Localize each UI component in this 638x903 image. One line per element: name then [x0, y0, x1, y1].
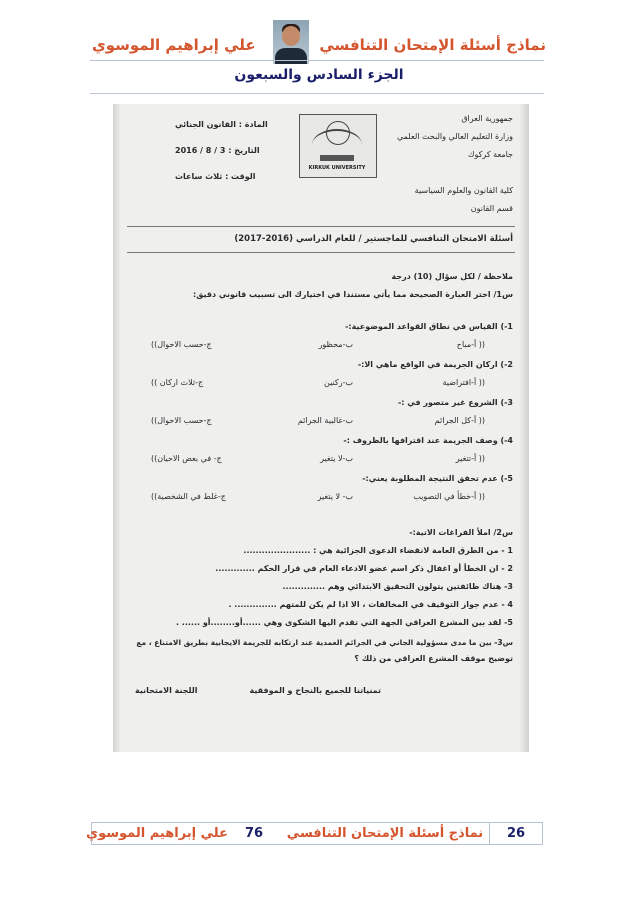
logo-text: KIRKUK UNIVERSITY — [308, 165, 366, 171]
q1-stem: 2-) اركان الجريمة في الواقع ماهي الا:- — [357, 360, 513, 369]
q2-item: 3- هناك طائفتين يتولون التحقيق الابتدائي وهم .............. — [282, 582, 513, 591]
q1-stem: 3-) الشروع غير متصور في :- — [397, 398, 513, 407]
q1-intro: س1/ اختر العبارة الصحيحة مما يأتي مستندا في اختيارك الى تسبيب قانوني دقيق: — [193, 290, 513, 299]
q2-item: 2 - ان الخطأ أو اغفال ذكر اسم عضو الادعاء العام في قرار الحكم ............. — [215, 564, 513, 573]
q1-option-a: (( أ-افتراضية — [442, 378, 485, 387]
footer-author: علي إبراهيم الموسوي — [86, 826, 228, 841]
q1-option-c: ج-حسب الاحوال)) — [151, 416, 212, 425]
footer-part-number: 76 — [244, 826, 264, 841]
exam-subject: المادة : القانون الجنائي — [175, 120, 268, 129]
exam-title: أسئلة الامتحان التنافسي للماجستير / للعام الدراسي (2016-2017) — [234, 234, 513, 244]
exam-date: التاريخ : 3 / 8 / 2016 — [175, 146, 260, 155]
exam-committee: اللجنة الامتحانية — [135, 686, 198, 695]
q1-option-b: ب-ركنين — [323, 378, 353, 387]
author-portrait-icon — [273, 20, 309, 64]
q2-item: 1 - من الطرق العامة لانقضاء الدعوى الجزائية هي : ...................... — [243, 546, 513, 555]
q1-option-c: ج- في بعض الاحيان)) — [151, 454, 222, 463]
q1-option-b: ب-غالبية الجرائم — [297, 416, 353, 425]
q2-intro: س2/ املأ الفراغات الاتية:- — [409, 528, 513, 537]
header-rule-bottom — [90, 93, 544, 94]
header-author: علي إبراهيم الموسوي — [92, 36, 256, 54]
header-title: نماذج أسئلة الإمتحان التنافسي — [319, 36, 546, 54]
q1-option-c: ج-ثلاث اركان )) — [151, 378, 204, 387]
closing-wish: تمنياتنا للجميع بالنجاح و الموفقية — [249, 686, 381, 695]
q1-option-a: (( أ-خطأ في التصويب — [413, 492, 485, 501]
page-footer — [86, 822, 543, 845]
university-logo-icon — [299, 114, 377, 178]
footer-title: نماذج أسئلة الإمتحان التنافسي — [286, 826, 484, 841]
q1-stem: 4-) وصف الجريمة عند اقترافها بالظروف :- — [343, 436, 513, 445]
q1-option-b: ب-محظور — [318, 340, 353, 349]
scan-divider — [127, 252, 515, 253]
q1-option-c: ج-حسب الاحوال)) — [151, 340, 212, 349]
exam-note: ملاحظة / لكل سؤال (10) درجة — [391, 272, 513, 281]
ministry-line: وزارة التعليم العالي والبحث العلمي — [397, 132, 513, 141]
q1-stem: 1-) القياس في نطاق القواعد الموضوعية:- — [345, 322, 513, 331]
q1-option-a: (( أ-كل الجرائم — [434, 416, 485, 425]
ministry-line: قسم القانون — [470, 204, 513, 213]
ministry-line: جمهورية العراق — [461, 114, 513, 123]
q1-option-b: ب-لا يتغير — [320, 454, 353, 463]
exam-time: الوقت : ثلاث ساعات — [175, 172, 256, 181]
footer-page-number: 26 — [506, 826, 526, 841]
q1-option-b: ب- لا يتغير — [317, 492, 353, 501]
q2-item: 5- لقد بين المشرع العراقي الجهة التي تقدم اليها الشكوى وهي ......أو........أو ...... . — [175, 618, 513, 627]
ministry-line: كلية القانون والعلوم السياسية — [414, 186, 513, 195]
q1-option-c: ج-غلط في الشخصية)) — [151, 492, 226, 501]
q2-item: 4 - عدم جواز التوقيف في المخالفات ، الا اذا لم يكن للمتهم .............. . — [228, 600, 513, 609]
header-subtitle: الجزء السادس والسبعون — [234, 67, 404, 83]
q3-line: توضيح موقف المشرع العراقي من ذلك ؟ — [354, 654, 513, 663]
q1-option-a: (( أ-تتغير — [455, 454, 485, 463]
scanned-exam-page — [113, 104, 529, 752]
scan-divider — [127, 226, 515, 227]
q3-line: س3- بين ما مدى مسؤولية الجاني في الجرائم العمدية عند ارتكابه للجريمة الايجابية بطريق الامتناع ، مع — [136, 638, 513, 647]
header-rule — [90, 60, 544, 61]
ministry-line: جامعة كركوك — [467, 150, 513, 159]
q1-stem: 5-) عدم تحقق النتيجة المطلوبة يعني:- — [362, 474, 513, 483]
q1-option-a: (( أ-مباح — [456, 340, 485, 349]
